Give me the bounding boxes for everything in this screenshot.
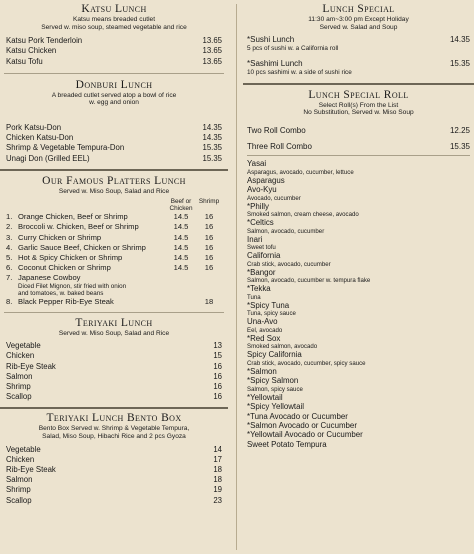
roll-description: Sweet tofu <box>247 244 276 252</box>
price-beef-chicken: 14.5 <box>173 232 189 242</box>
item-price: 15.35 <box>202 143 222 153</box>
platters-column-header <box>0 198 228 212</box>
item-description: Diced Filet Mignon, stir fried with onion <box>18 283 127 291</box>
katsu-lunch-section <box>0 0 228 67</box>
roll-name: Inari <box>247 234 263 244</box>
donburi-lunch-section <box>0 74 228 164</box>
item-name: Orange Chicken, Beef or Shrimp <box>18 212 128 222</box>
item-price: 13.65 <box>202 56 222 66</box>
item-price: 23 <box>213 495 222 505</box>
section-title: Donburi Lunch <box>75 78 153 91</box>
price-shrimp: 16 <box>204 222 214 232</box>
menu-item <box>0 485 228 495</box>
item-name: Hot & Spicy Chicken or Shrimp <box>18 252 123 262</box>
platter-item: 6. Coconut Chicken or Shrimp 14.5 16 <box>0 263 228 273</box>
menu-item <box>0 382 228 392</box>
item-name: Curry Chicken or Shrimp <box>18 232 102 242</box>
item-price: 18 <box>204 297 214 307</box>
column-divider <box>236 4 237 550</box>
roll-name: Yasai <box>247 159 267 169</box>
menu-item <box>0 46 228 56</box>
item-price: 13.65 <box>202 36 222 46</box>
price-shrimp: 16 <box>204 252 214 262</box>
item-name: *Sashimi Lunch <box>247 59 303 69</box>
price-beef-chicken: 14.5 <box>173 252 189 262</box>
item-name: Chicken <box>6 351 35 361</box>
item-name: Unagi Don (Grilled EEL) <box>6 153 90 163</box>
item-description: 5 pcs of sushi w. a California roll <box>247 44 339 52</box>
item-price: 16 <box>213 371 222 381</box>
item-name: Shrimp & Vegetable Tempura-Don <box>6 143 125 153</box>
item-name: Shrimp <box>6 485 31 495</box>
section-subtitle: No Substitution, Served w. Miso Soup <box>303 109 414 117</box>
item-name: Katsu Tofu <box>6 56 43 66</box>
right-column <box>243 0 474 449</box>
section-title: Our Famous Platters Lunch <box>42 174 186 187</box>
roll-description: Smoked salmon, cream cheese, avocado <box>247 211 359 219</box>
price-beef-chicken: 14.5 <box>173 212 189 222</box>
roll-name: *Yellowtail <box>247 392 283 402</box>
item-name: Scallop <box>6 495 32 505</box>
section-subtitle: A breaded cutlet served atop a bowl of rice <box>51 91 177 99</box>
section-subtitle: Served w. Miso Soup, Salad and Rice <box>58 329 170 337</box>
menu-item <box>0 465 228 475</box>
roll-name: California <box>247 251 281 261</box>
roll-name: *Spicy Salmon <box>247 376 299 386</box>
section-title: Lunch Special <box>322 3 395 15</box>
section-subtitle: Served w. Salad and Soup <box>319 23 398 31</box>
section-title: Katsu Lunch <box>81 3 147 15</box>
item-name: Katsu Pork Tenderloin <box>6 36 83 46</box>
roll-name: *Salmon <box>247 366 277 376</box>
item-name: Chicken Katsu-Don <box>6 133 74 143</box>
roll-name: Avo-Kyu <box>247 185 277 195</box>
item-description: 10 pcs sashimi w. a side of sushi rice <box>247 69 352 77</box>
menu-item <box>0 392 228 402</box>
platter-item: 1. Orange Chicken, Beef or Shrimp 14.5 16 <box>0 212 228 222</box>
item-name: Vegetable <box>6 444 41 454</box>
roll-description: Asparagus, avocado, cucumber, lettuce <box>247 168 354 176</box>
item-name: *Sushi Lunch <box>247 35 295 45</box>
menu-item <box>0 362 228 372</box>
roll-description: Tuna <box>247 293 261 301</box>
menu-item <box>0 351 228 361</box>
item-price: 19 <box>213 485 222 495</box>
menu-item <box>0 133 228 143</box>
item-price: 18 <box>213 464 222 474</box>
platter-item: 7. Japanese Cowboy <box>0 273 228 283</box>
price-shrimp: 16 <box>204 242 214 252</box>
roll-name: *Tekka <box>247 284 271 294</box>
roll-list <box>243 159 474 449</box>
section-subtitle: Select Roll(s) From the List <box>318 101 399 109</box>
item-price: 15.35 <box>449 141 470 151</box>
roll-name: *Tuna Avocado or Cucumber <box>247 411 348 421</box>
roll-description: Salmon, spicy sauce <box>247 385 303 393</box>
roll-description: Smoked salmon, avocado <box>247 343 318 351</box>
combo-item <box>243 142 474 152</box>
item-name: Coconut Chicken or Shrimp <box>18 262 111 272</box>
menu-item <box>0 36 228 46</box>
menu-item <box>0 372 228 382</box>
menu-item <box>0 445 228 455</box>
bento-box-section <box>0 409 228 505</box>
item-name: Broccoli w. Chicken, Beef or Shrimp <box>18 222 139 232</box>
roll-name: Una-Avo <box>247 317 278 327</box>
section-title: Teriyaki Lunch <box>75 316 153 329</box>
item-description: and tomatoes, w. baked beans <box>18 290 104 298</box>
item-name: Three Roll Combo <box>247 141 312 151</box>
section-subtitle: Salad, Miso Soup, Hibachi Rice and 2 pcs Gyoza <box>42 432 186 440</box>
price-shrimp: 16 <box>204 232 214 242</box>
section-subtitle: Katsu means breaded cutlet <box>72 16 156 23</box>
item-price: 17 <box>213 454 222 464</box>
shrimp-header: Shrimp <box>198 198 220 206</box>
roll-description: Crab stick, avocado, cucumber <box>247 260 331 268</box>
item-price: 15.35 <box>202 153 222 163</box>
section-subtitle: Bento Box Served w. Shrimp & Vegetable Tempura, <box>38 425 190 433</box>
item-name: Two Roll Combo <box>247 125 306 135</box>
item-price: 13.65 <box>202 46 222 56</box>
roll-description: Tuna, spicy sauce <box>247 310 296 318</box>
section-subtitle: Served w. miso soup, steamed vegetable and rice <box>41 23 187 31</box>
platter-item: 4. Garlic Sauce Beef, Chicken or Shrimp 14.5 16 <box>0 243 228 253</box>
price-beef-chicken: 14.5 <box>173 262 189 272</box>
item-name: Garlic Sauce Beef, Chicken or Shrimp <box>18 242 146 252</box>
price-beef-chicken: 14.5 <box>173 242 189 252</box>
roll-name: Spicy California <box>247 350 302 360</box>
item-price: 14.35 <box>202 122 222 132</box>
roll-name: *Yellowtail Avocado or Cucumber <box>247 430 363 440</box>
platter-item: 3. Curry Chicken or Shrimp 14.5 16 <box>0 233 228 243</box>
item-price: 13 <box>213 341 222 351</box>
price-beef-chicken: 14.5 <box>173 222 189 232</box>
roll-name: Asparagus <box>247 175 285 185</box>
platters-lunch-section <box>0 171 228 308</box>
item-name: Black Pepper Rib-Eye Steak <box>18 297 114 307</box>
item-name: Scallop <box>6 392 32 402</box>
menu-item <box>0 143 228 153</box>
roll-name: Sweet Potato Tempura <box>247 439 327 449</box>
combo-item <box>243 126 474 136</box>
roll-description: Avocado, cucumber <box>247 194 301 202</box>
item-name: Rib-Eye Steak <box>6 464 56 474</box>
price-shrimp: 16 <box>204 262 214 272</box>
item-name: Pork Katsu-Don <box>6 122 62 132</box>
special-item <box>243 35 474 45</box>
item-name: Salmon <box>6 475 33 485</box>
teriyaki-lunch-section <box>0 313 228 403</box>
left-column <box>0 0 228 506</box>
roll-description: Crab stick, avocado, cucumber, spicy sauce <box>247 359 366 367</box>
roll-name: *Celtics <box>247 218 274 228</box>
divider <box>247 155 470 156</box>
menu-item <box>0 57 228 67</box>
section-title: Lunch Special Roll <box>308 88 409 101</box>
item-name: Vegetable <box>6 341 41 351</box>
item-name: Katsu Chicken <box>6 46 57 56</box>
special-item <box>243 59 474 69</box>
menu-item <box>0 475 228 485</box>
menu-item <box>0 123 228 133</box>
section-subtitle: Served w. Miso Soup, Salad and Rice <box>58 187 170 195</box>
roll-description: Salmon, avocado, cucumber <box>247 227 325 235</box>
item-name: Shrimp <box>6 381 31 391</box>
roll-name: *Spicy Tuna <box>247 300 290 310</box>
section-subtitle: w. egg and onion <box>89 99 139 107</box>
item-price: 16 <box>213 361 222 371</box>
item-price: 16 <box>213 381 222 391</box>
item-name: Chicken <box>6 454 35 464</box>
item-price: 14.35 <box>202 133 222 143</box>
menu-item <box>0 496 228 506</box>
lunch-special-section <box>243 0 474 77</box>
lunch-special-roll-section <box>243 85 474 152</box>
menu-item <box>0 455 228 465</box>
section-title: Teriyaki Lunch Bento Box <box>46 412 182 425</box>
menu-item <box>0 341 228 351</box>
item-name: Salmon <box>6 371 33 381</box>
item-price: 18 <box>213 475 222 485</box>
roll-name: *Philly <box>247 201 269 211</box>
price-shrimp: 16 <box>204 212 214 222</box>
item-price: 16 <box>213 392 222 402</box>
item-price: 14 <box>213 444 222 454</box>
item-name: Japanese Cowboy <box>18 272 81 282</box>
roll-name: *Red Sox <box>247 333 281 343</box>
item-price: 14.35 <box>449 35 470 45</box>
platter-item: 5. Hot & Spicy Chicken or Shrimp 14.5 16 <box>0 253 228 263</box>
item-price: 15.35 <box>449 59 470 69</box>
roll-name: *Spicy Yellowtail <box>247 402 305 412</box>
roll-description: Salmon, avocado, cucumber w. tempura flake <box>247 277 371 285</box>
roll-name: *Bangor <box>247 267 276 277</box>
section-subtitle: 11:30 am~3:00 pm Except Holiday <box>308 16 409 23</box>
platter-item: 2. Broccoli w. Chicken, Beef or Shrimp 14.5 16 <box>0 222 228 232</box>
item-name: Rib-Eye Steak <box>6 361 56 371</box>
roll-name: *Salmon Avocado or Cucumber <box>247 420 357 430</box>
item-price: 15 <box>213 351 222 361</box>
item-price: 12.25 <box>449 125 470 135</box>
platter-item: 8. Black Pepper Rib-Eye Steak 18 <box>0 297 228 307</box>
menu-item <box>0 154 228 164</box>
roll-description: Eel, avocado <box>247 326 283 334</box>
beef-chicken-header: Beef or Chicken <box>169 198 193 213</box>
